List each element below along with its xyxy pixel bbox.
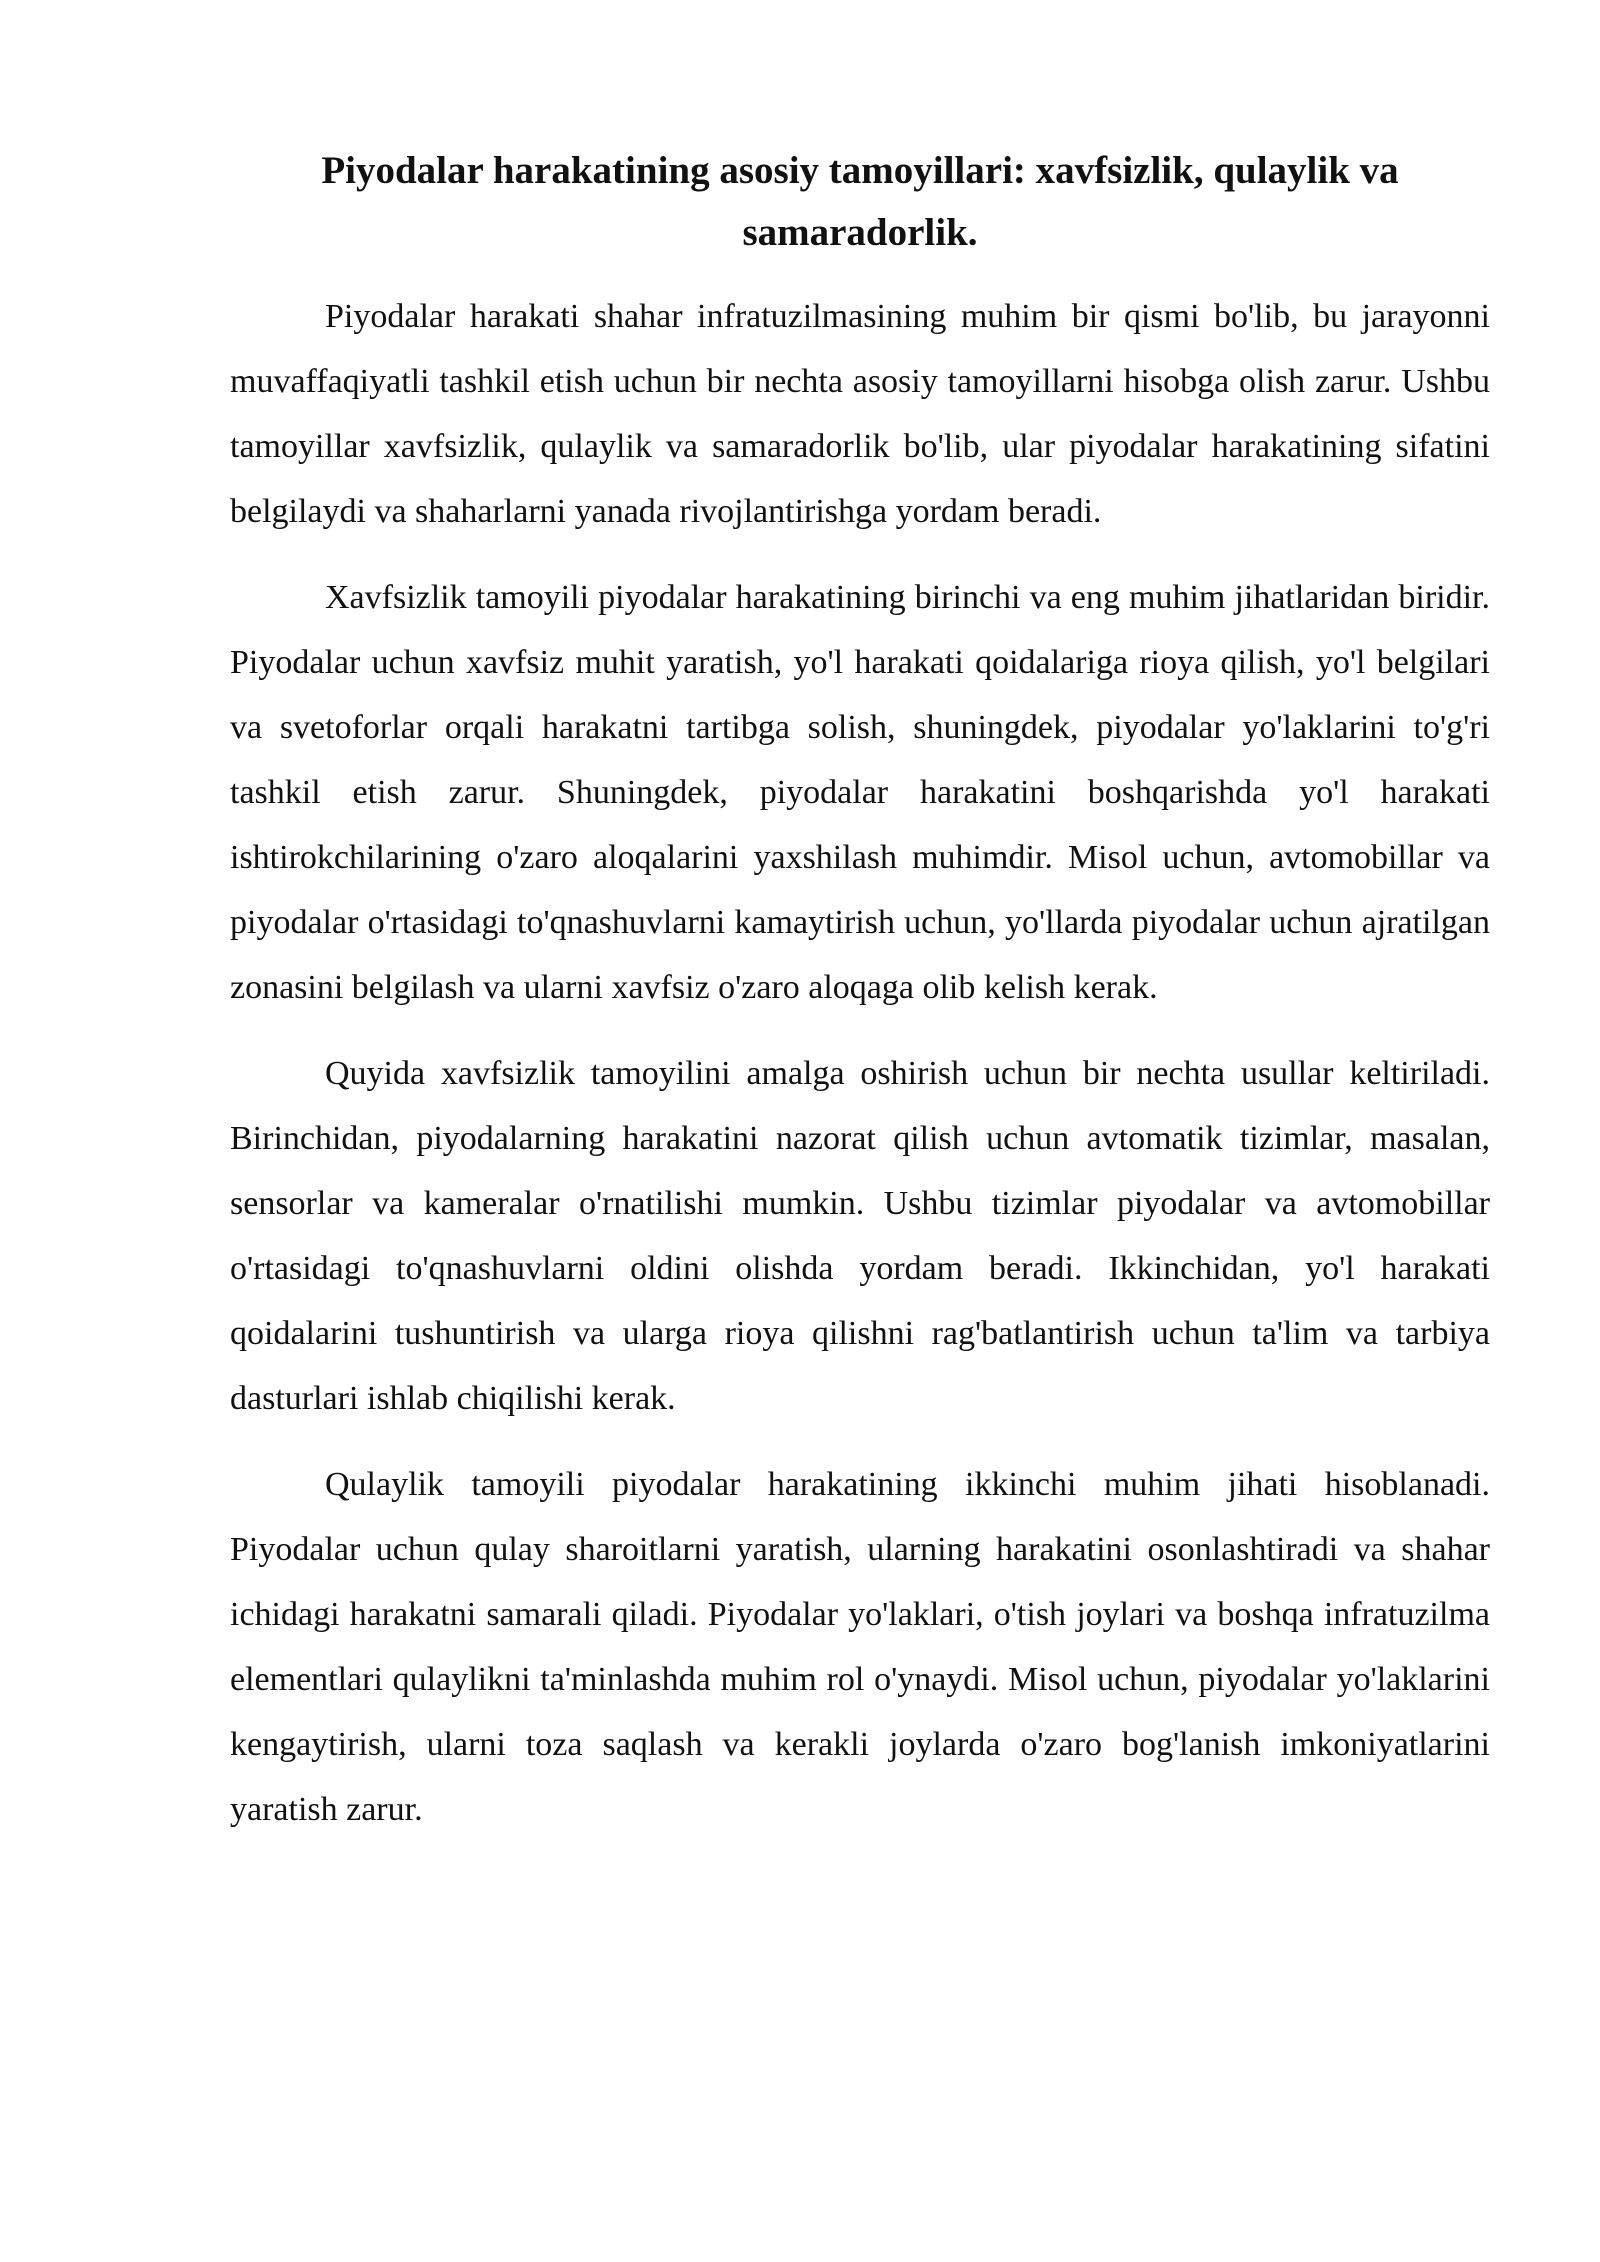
paragraph-convenience-principle: Qulaylik tamoyili piyodalar harakatining ikkinchi muhim jihati hisoblanadi. Piyodalar uchun qulay sharoitlarni yaratish, ularning harakatini osonlashtiradi va shahar ichidagi harakatni samarali qiladi. Piyodalar yo'laklari, o'tish joylari va boshqa infratuzilma elementlari qulaylikni ta'minlashda muhim rol o'ynaydi. Misol uchun, piyodalar yo'laklarini kengaytirish, ularni toza saqlash va kerakli joylarda o'zaro bog'lanish imkoniyatlarini yaratish zarur. [230,1466,1490,1828]
paragraph-safety-methods: Quyida xavfsizlik tamoyilini amalga oshirish uchun bir nechta usullar keltiriladi. Birinchidan, piyodalarning harakatini nazorat qilish uchun avtomatik tizimlar, masalan, sensorlar va kameralar o'rnatilishi mumkin. Ushbu tizimlar piyodalar va avtomobillar o'rtasidagi to'qnashuvlarni oldini olishda yordam beradi. Ikkinchidan, yo'l harakati qoidalarini tushuntirish va ularga rioya qilishni rag'batlantirish uchun ta'lim va tarbiya dasturlari ishlab chiqilishi kerak. [230,1055,1490,1417]
document-body [230,140,1490,1863]
paragraph-safety-principle: Xavfsizlik tamoyili piyodalar harakatining birinchi va eng muhim jihatlaridan biridir. Piyodalar uchun xavfsiz muhit yaratish, yo'l harakati qoidalariga rioya qilish, yo'l belgilari va svetoforlar orqali harakatni tartibga solish, shuningdek, piyodalar yo'laklarini to'g'ri tashkil etish zarur. Shuningdek, piyodalar harakatini boshqarishda yo'l harakati ishtirokchilarining o'zaro aloqalarini yaxshilash muhimdir. Misol uchun, avtomobillar va piyodalar o'rtasidagi to'qnashuvlarni kamaytirish uchun, yo'llarda piyodalar uchun ajratilgan zonasini belgilash va ularni xavfsiz o'zaro aloqaga olib kelish kerak. [230,579,1490,1006]
paragraph-intro: Piyodalar harakati shahar infratuzilmasining muhim bir qismi bo'lib, bu jarayonni muvaffaqiyatli tashkil etish uchun bir nechta asosiy tamoyillarni hisobga olish zarur. Ushbu tamoyillar xavfsizlik, qulaylik va samaradorlik bo'lib, ular piyodalar harakatining sifatini belgilaydi va shaharlarni yanada rivojlantirishga yordam beradi. [230,298,1490,530]
document-title: Piyodalar harakatining asosiy tamoyillari: xavfsizlik, qulaylik va samaradorlik. [321,149,1399,254]
